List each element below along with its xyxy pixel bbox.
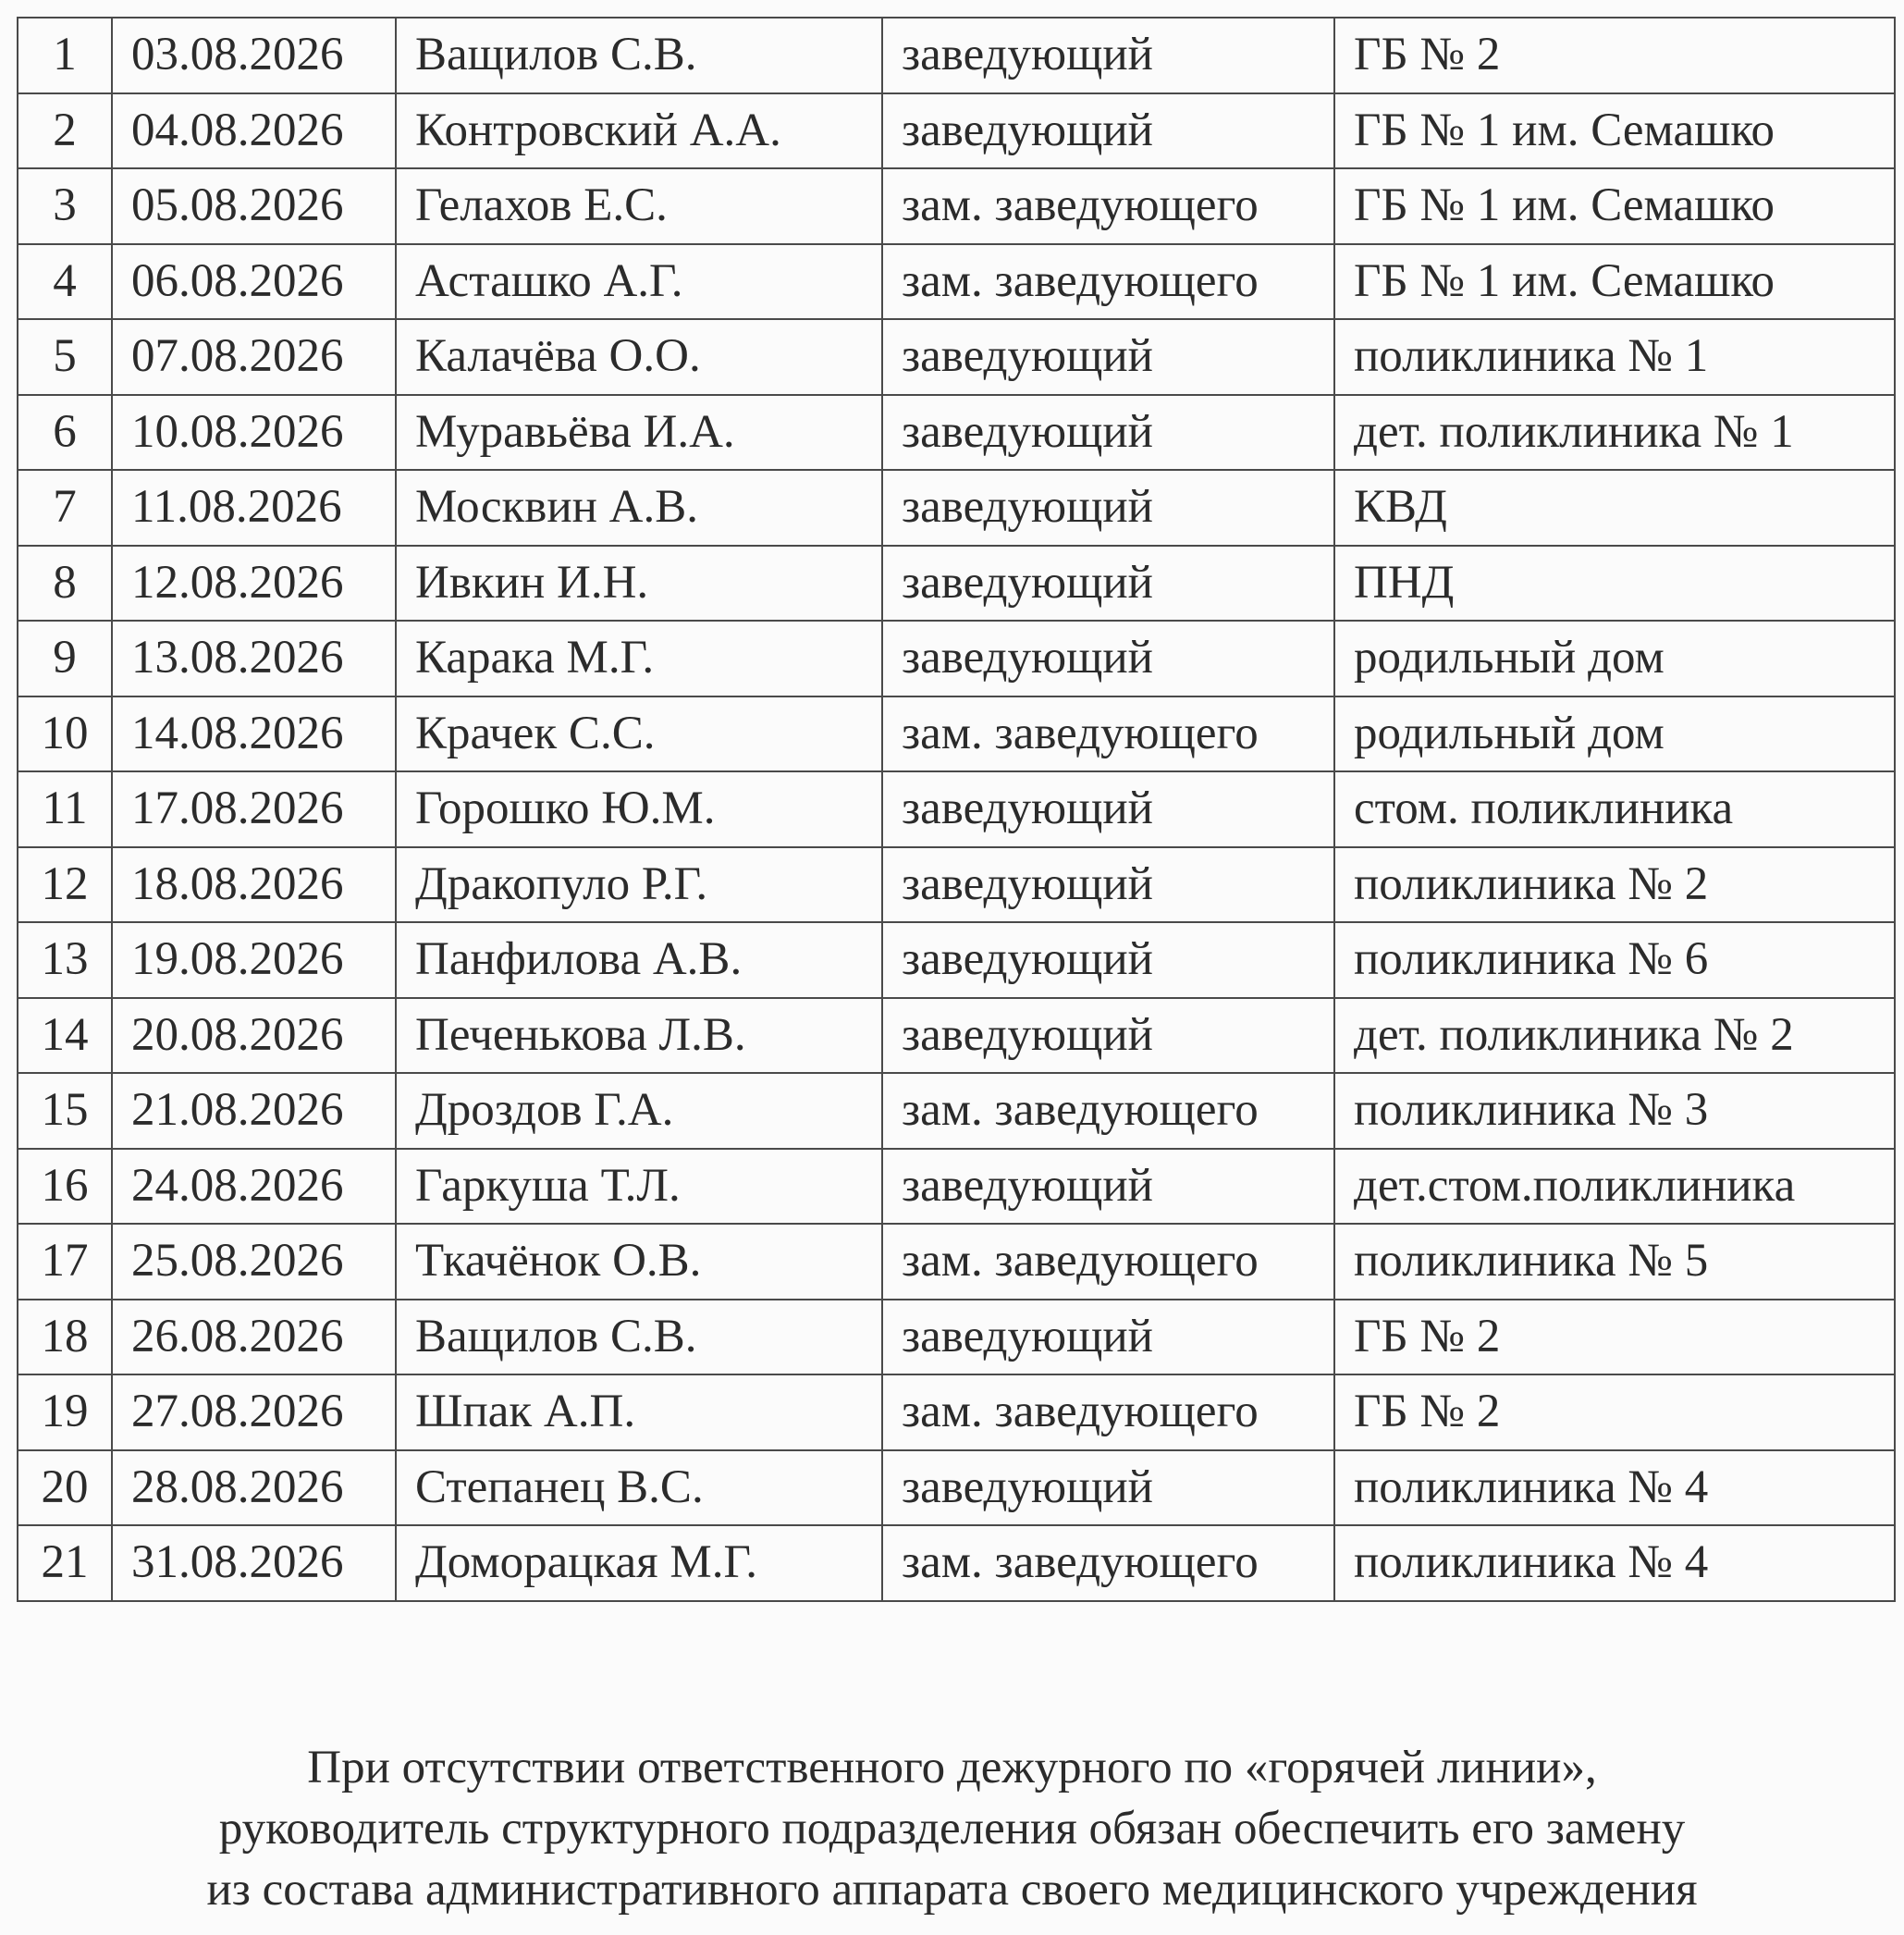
table-row bbox=[18, 771, 1895, 847]
table-row bbox=[18, 1374, 1895, 1450]
cell-position: зам. заведующего bbox=[882, 1374, 1334, 1450]
duty-schedule-table bbox=[17, 17, 1896, 1602]
cell-person-name: Гелахов Е.С. bbox=[396, 168, 882, 244]
table-row bbox=[18, 93, 1895, 169]
cell-institution: ГБ № 1 им. Семашко bbox=[1334, 93, 1895, 169]
cell-institution: дет. поликлиника № 1 bbox=[1334, 395, 1895, 471]
cell-institution: ГБ № 2 bbox=[1334, 18, 1895, 93]
cell-person-name: Горошко Ю.М. bbox=[396, 771, 882, 847]
cell-person-name: Дроздов Г.А. bbox=[396, 1073, 882, 1149]
cell-person-name: Асташко А.Г. bbox=[396, 244, 882, 320]
cell-date: 05.08.2026 bbox=[112, 168, 396, 244]
cell-institution: ПНД bbox=[1334, 546, 1895, 622]
cell-position: заведующий bbox=[882, 621, 1334, 696]
cell-date: 17.08.2026 bbox=[112, 771, 396, 847]
cell-date: 06.08.2026 bbox=[112, 244, 396, 320]
cell-position: зам. заведующего bbox=[882, 1224, 1334, 1300]
cell-number: 15 bbox=[18, 1073, 112, 1149]
duty-schedule-body bbox=[18, 18, 1895, 1601]
cell-institution: ГБ № 1 им. Семашко bbox=[1334, 168, 1895, 244]
cell-date: 25.08.2026 bbox=[112, 1224, 396, 1300]
cell-position: зам. заведующего bbox=[882, 1525, 1334, 1601]
cell-number: 14 bbox=[18, 998, 112, 1074]
cell-position: заведующий bbox=[882, 1300, 1334, 1375]
cell-number: 9 bbox=[18, 621, 112, 696]
table-row bbox=[18, 1450, 1895, 1526]
cell-position: заведующий bbox=[882, 546, 1334, 622]
cell-institution: ГБ № 1 им. Семашко bbox=[1334, 244, 1895, 320]
cell-position: заведующий bbox=[882, 93, 1334, 169]
table-row bbox=[18, 1073, 1895, 1149]
cell-date: 14.08.2026 bbox=[112, 696, 396, 772]
cell-position: зам. заведующего bbox=[882, 168, 1334, 244]
cell-position: заведующий bbox=[882, 1450, 1334, 1526]
cell-number: 13 bbox=[18, 922, 112, 998]
cell-institution: поликлиника № 6 bbox=[1334, 922, 1895, 998]
table-row bbox=[18, 621, 1895, 696]
cell-date: 10.08.2026 bbox=[112, 395, 396, 471]
cell-institution: ГБ № 2 bbox=[1334, 1374, 1895, 1450]
cell-date: 24.08.2026 bbox=[112, 1149, 396, 1225]
cell-person-name: Контровский А.А. bbox=[396, 93, 882, 169]
cell-position: заведующий bbox=[882, 771, 1334, 847]
table-row bbox=[18, 1300, 1895, 1375]
cell-position: заведующий bbox=[882, 470, 1334, 546]
cell-person-name: Крачек С.С. bbox=[396, 696, 882, 772]
cell-position: зам. заведующего bbox=[882, 244, 1334, 320]
cell-position: заведующий bbox=[882, 395, 1334, 471]
cell-date: 27.08.2026 bbox=[112, 1374, 396, 1450]
table-row bbox=[18, 244, 1895, 320]
cell-person-name: Гаркуша Т.Л. bbox=[396, 1149, 882, 1225]
table-row bbox=[18, 1224, 1895, 1300]
cell-position: заведующий bbox=[882, 847, 1334, 923]
cell-position: заведующий bbox=[882, 319, 1334, 395]
table-row bbox=[18, 168, 1895, 244]
cell-institution: поликлиника № 3 bbox=[1334, 1073, 1895, 1149]
cell-institution: поликлиника № 1 bbox=[1334, 319, 1895, 395]
cell-date: 07.08.2026 bbox=[112, 319, 396, 395]
cell-date: 19.08.2026 bbox=[112, 922, 396, 998]
cell-institution: поликлиника № 5 bbox=[1334, 1224, 1895, 1300]
table-row bbox=[18, 546, 1895, 622]
cell-position: заведующий bbox=[882, 922, 1334, 998]
cell-date: 12.08.2026 bbox=[112, 546, 396, 622]
table-row bbox=[18, 395, 1895, 471]
cell-position: заведующий bbox=[882, 18, 1334, 93]
cell-institution: стом. поликлиника bbox=[1334, 771, 1895, 847]
cell-number: 3 bbox=[18, 168, 112, 244]
cell-number: 7 bbox=[18, 470, 112, 546]
cell-number: 18 bbox=[18, 1300, 112, 1375]
cell-institution: дет.стом.поликлиника bbox=[1334, 1149, 1895, 1225]
cell-number: 1 bbox=[18, 18, 112, 93]
cell-number: 5 bbox=[18, 319, 112, 395]
cell-number: 19 bbox=[18, 1374, 112, 1450]
cell-date: 18.08.2026 bbox=[112, 847, 396, 923]
cell-institution: родильный дом bbox=[1334, 696, 1895, 772]
table-row bbox=[18, 696, 1895, 772]
cell-person-name: Панфилова А.В. bbox=[396, 922, 882, 998]
cell-person-name: Ткачёнок О.В. bbox=[396, 1224, 882, 1300]
table-row bbox=[18, 319, 1895, 395]
table-row bbox=[18, 1149, 1895, 1225]
cell-institution: поликлиника № 4 bbox=[1334, 1525, 1895, 1601]
cell-institution: поликлиника № 4 bbox=[1334, 1450, 1895, 1526]
cell-number: 8 bbox=[18, 546, 112, 622]
cell-date: 28.08.2026 bbox=[112, 1450, 396, 1526]
cell-institution: поликлиника № 2 bbox=[1334, 847, 1895, 923]
table-row bbox=[18, 922, 1895, 998]
cell-date: 03.08.2026 bbox=[112, 18, 396, 93]
footnote bbox=[0, 1737, 1904, 1920]
cell-date: 31.08.2026 bbox=[112, 1525, 396, 1601]
cell-person-name: Ивкин И.Н. bbox=[396, 546, 882, 622]
footnote-line-3: из состава административного аппарата своего медицинского учреждения bbox=[206, 1864, 1698, 1916]
cell-person-name: Калачёва О.О. bbox=[396, 319, 882, 395]
cell-person-name: Дракопуло Р.Г. bbox=[396, 847, 882, 923]
cell-number: 20 bbox=[18, 1450, 112, 1526]
cell-number: 17 bbox=[18, 1224, 112, 1300]
cell-number: 11 bbox=[18, 771, 112, 847]
cell-person-name: Муравьёва И.А. bbox=[396, 395, 882, 471]
cell-person-name: Москвин А.В. bbox=[396, 470, 882, 546]
cell-institution: КВД bbox=[1334, 470, 1895, 546]
cell-date: 26.08.2026 bbox=[112, 1300, 396, 1375]
cell-person-name: Шпак А.П. bbox=[396, 1374, 882, 1450]
cell-institution: дет. поликлиника № 2 bbox=[1334, 998, 1895, 1074]
cell-number: 10 bbox=[18, 696, 112, 772]
table-row bbox=[18, 1525, 1895, 1601]
cell-position: зам. заведующего bbox=[882, 696, 1334, 772]
footnote-line-1: При отсутствии ответственного дежурного по «горячей линии», bbox=[307, 1742, 1597, 1793]
cell-number: 6 bbox=[18, 395, 112, 471]
cell-date: 11.08.2026 bbox=[112, 470, 396, 546]
cell-person-name: Доморацкая М.Г. bbox=[396, 1525, 882, 1601]
cell-number: 12 bbox=[18, 847, 112, 923]
table-row bbox=[18, 18, 1895, 93]
table-row bbox=[18, 847, 1895, 923]
cell-number: 21 bbox=[18, 1525, 112, 1601]
table-row bbox=[18, 998, 1895, 1074]
cell-date: 13.08.2026 bbox=[112, 621, 396, 696]
cell-date: 21.08.2026 bbox=[112, 1073, 396, 1149]
cell-person-name: Печенькова Л.В. bbox=[396, 998, 882, 1074]
cell-date: 20.08.2026 bbox=[112, 998, 396, 1074]
cell-date: 04.08.2026 bbox=[112, 93, 396, 169]
cell-person-name: Ващилов С.В. bbox=[396, 1300, 882, 1375]
footnote-line-2: руководитель структурного подразделения обязан обеспечить его замену bbox=[218, 1803, 1686, 1855]
cell-person-name: Ващилов С.В. bbox=[396, 18, 882, 93]
cell-institution: ГБ № 2 bbox=[1334, 1300, 1895, 1375]
cell-institution: родильный дом bbox=[1334, 621, 1895, 696]
cell-person-name: Карака М.Г. bbox=[396, 621, 882, 696]
cell-number: 4 bbox=[18, 244, 112, 320]
cell-position: заведующий bbox=[882, 1149, 1334, 1225]
cell-position: зам. заведующего bbox=[882, 1073, 1334, 1149]
table-row bbox=[18, 470, 1895, 546]
cell-person-name: Степанец В.С. bbox=[396, 1450, 882, 1526]
cell-number: 2 bbox=[18, 93, 112, 169]
cell-number: 16 bbox=[18, 1149, 112, 1225]
cell-position: заведующий bbox=[882, 998, 1334, 1074]
